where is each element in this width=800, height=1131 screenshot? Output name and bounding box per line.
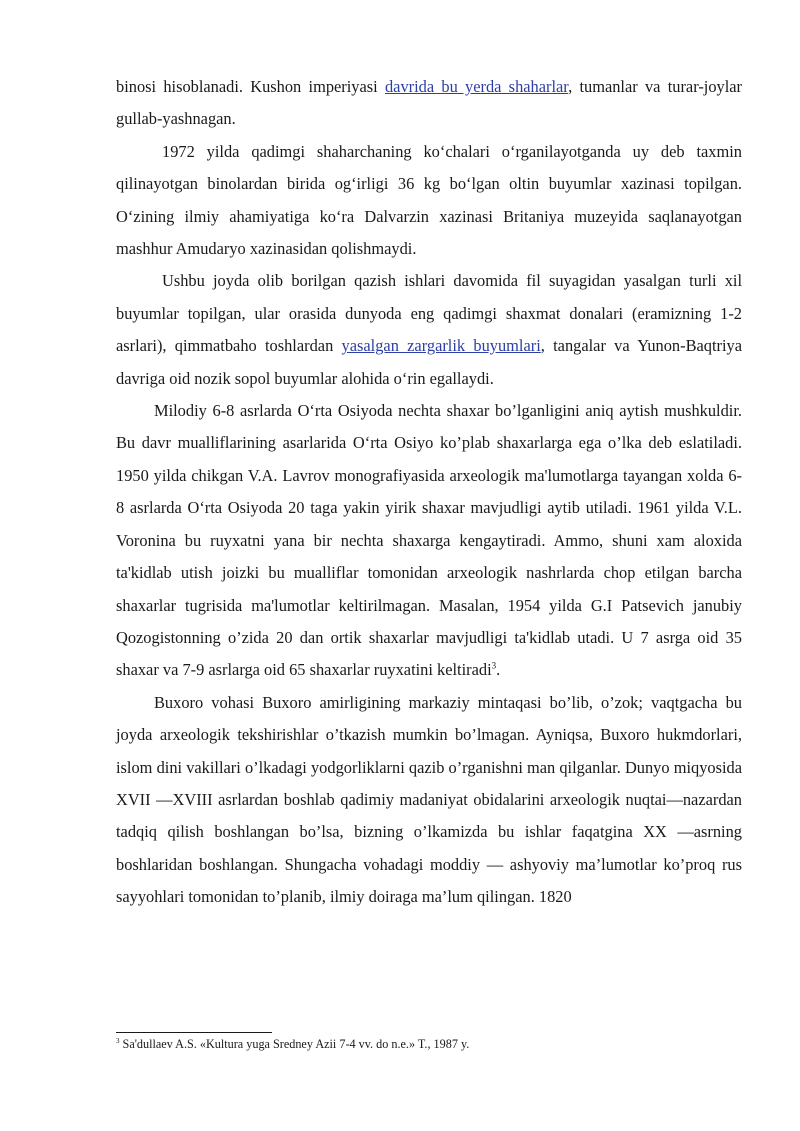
link-yasalgan-zargarlik-buyumlari[interactable]: yasalgan zargarlik buyumlari <box>341 336 541 356</box>
paragraph-4: Milodiy 6-8 asrlarda Oʻrta Osiyoda nechta shaxar bo’lganligini aniq aytish mushkuldir. Bu davr mualliflarining asarlarida Oʻrta Osiyo ko’plab shaxarlarga ega o’lka deb eslatiladi. 1950 yilda chikgan V.A. Lavrov monografiyasida arxeologik ma'lumotlarga tayangan xolda 6-8 asrlarda Oʻrta Osiyoda 20 taga yakin yirik shaxar mavjudligi aytib utiladi. 1961 yilda V.L. Voronina bu ruyxatni yana bir nechta shaxarga kengaytiradi. Ammo, shuni xam aloxida ta'kidlab utish joizki bu mualliflar tomonidan arxeologik nashrlarda chop etilgan barcha shaxarlar tugrisida ma'lumotlar keltirilmagan. Masalan, 1954 yilda G.I Patsevich janubiy Qozogistonning o’zida 20 dan ortik shaxarlar mavjudligi ta'kidlab utadi. U 7 asrga oid 35 shaxar va 7-9 asrlarga oid 65 shaxarlar ruyxatini keltiradi$^3$. <box>116 401 742 680</box>
paragraph-5: Buxoro vohasi Buxoro amirligining markaziy mintaqasi bo’lib, o’zok; vaqtgacha bu joyda arxeologik tekshirishlar o’tkazish mumkin bo’lmagan. Ayniqsa, Buxoro hukmdorlari, islom dini vakillari o’lkadagi yodgorliklarni qazib o’rganishni man qilganlar. Dunyo miqyosida XVII —XVIII asrlardan boshlab qadimiy madaniyat obidalarini arxeologik nuqtai—nazardan tadqiq qilish boshlangan bo’lsa, bizning o’lkamizda bu ishlar faqatgina XX —asrning boshlaridan boshlangan. Shungacha vohadagi moddiy — ashyoviy ma’lumotlar ko’proq rus sayyohlari tomonidan to’planib, ilmiy doiraga ma’lum qilingan. 1820 <box>116 692 742 907</box>
paragraph-3: Ushbu joyda olib borilgan qazish ishlari davomida fil suyagidan yasalgan turli xil buyumlar topilgan, ular orasida dunyoda eng qadimgi shaxmat donalari (eramizning 1-2 asrlari), qimmatbaho toshlardan yasalgan zargarlik buyumlari, tangalar va Yunon-Baqtriya davriga oid nozik sopol buyumlar alohida oʻrin egallaydi. <box>116 271 743 388</box>
paragraph-2: 1972 yilda qadimgi shaharchaning koʻchalari oʻrganilayotganda uy deb taxmin qilinayotgan binolardan birida ogʻirligi 36 kg boʻlgan oltin buyumlar xazinasi topilgan. Oʻzining ilmiy ahamiyatiga koʻra Dalvarzin xazinasi Britaniya muzeyida saqlanayotgan mashhur Amudaryo xazinasidan qolishmaydi. <box>116 141 742 259</box>
footnote-number: 3 <box>116 1036 120 1045</box>
footnote-3 <box>116 1036 469 1052</box>
footnote-ref-3[interactable]: 3 <box>491 660 497 671</box>
footnote-divider <box>116 1032 272 1033</box>
link-davrida-bu-yerda-shaharlar[interactable]: davrida bu yerda shaharlar <box>384 77 569 96</box>
paragraph-1: binosi hisoblanadi. Kushon imperiyasi davrida bu yerda shaharlar, tumanlar va turar-joylar gullab-yashnagan. <box>116 77 743 129</box>
body-text <box>116 71 742 914</box>
footnote-text: Sa'dullaev A.S. «Kultura yuga Sredney Azii 7-4 vv. do n.e.» T., 1987 y. <box>119 1037 470 1051</box>
